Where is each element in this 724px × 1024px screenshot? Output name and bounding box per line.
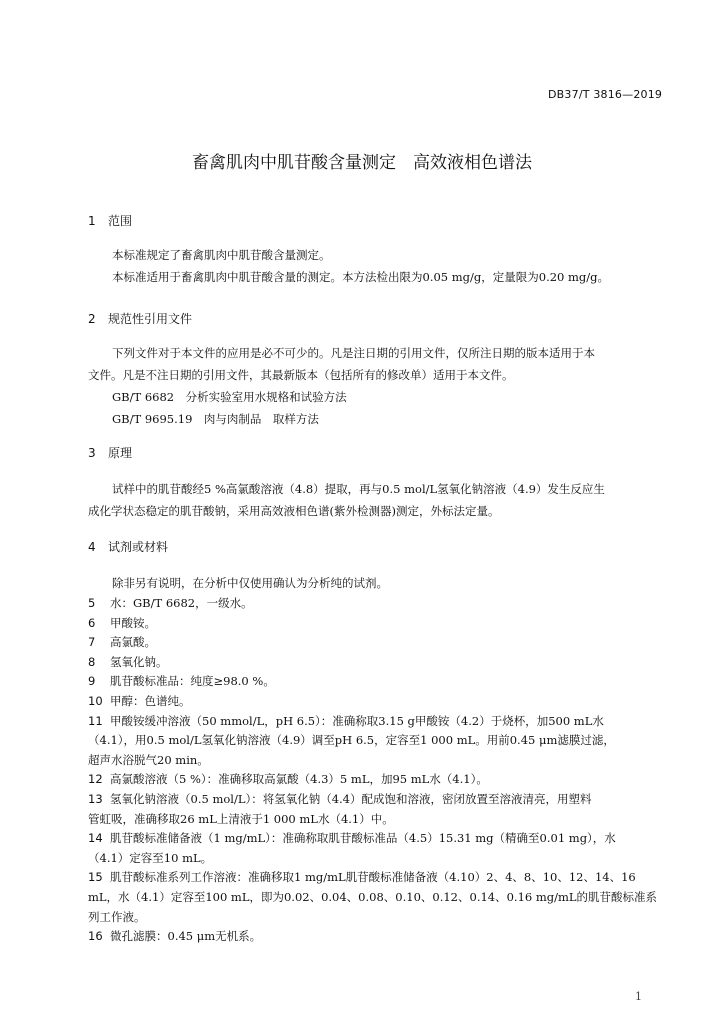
item-continuation: 管虹吸，准确移取26 mL上清液于1 000 mL水（4.1）中。 <box>88 811 394 826</box>
section-heading-3 <box>88 444 132 461</box>
item-text: 氢氧化钠。 <box>110 654 168 669</box>
section-heading-2 <box>88 310 192 327</box>
item-number: 7 <box>88 635 96 650</box>
item-text: 氢氧化钠溶液（0.5 mol/L）：将氢氧化钠（4.4）配成饱和溶液，密闭放置至溶液清亮，用塑料 <box>110 792 592 806</box>
list-item <box>88 692 191 711</box>
list-item <box>88 790 592 809</box>
item-text: 水：GB/T 6682，一级水。 <box>110 596 253 610</box>
item-number: 8 <box>88 654 96 669</box>
paragraph-line: 本标准适用于畜禽肌肉中肌苷酸含量的测定。本方法检出限为0.05 mg/g，定量限为0.20 mg/g。 <box>112 270 610 284</box>
standard-code: DB37/T 3816—2019 <box>548 88 663 101</box>
reference-line: GB/T 9695.19 肉与肉制品 取样方法 <box>112 412 319 426</box>
item-text: 肌苷酸标准品：纯度≥98.0 %。 <box>110 674 275 689</box>
item-text: 甲醇：色谱纯。 <box>110 694 191 708</box>
list-item <box>88 614 156 633</box>
item-number: 11 <box>88 713 103 728</box>
item-text: 甲酸铵缓冲溶液（50 mmol/L，pH 6.5）：准确称取3.15 g甲酸铵（4.2）于烧杯，加500 mL水 <box>110 713 604 728</box>
item-text: 微孔滤膜：0.45 μm无机系。 <box>110 929 262 944</box>
item-number: 5 <box>88 596 96 610</box>
section-title: 范围 <box>108 214 133 228</box>
list-item <box>88 653 168 672</box>
section-heading-4 <box>88 538 168 555</box>
list-item <box>88 672 275 691</box>
item-number: 12 <box>88 772 103 787</box>
paragraph-line: 文件。凡是不注日期的引用文件，其最新版本（包括所有的修改单）适用于本文件。 <box>88 368 514 382</box>
paragraph-line: 试样中的肌苷酸经5 %高氯酸溶液（4.8）提取，再与0.5 mol/L氢氧化钠溶液（4.9）发生反应生 <box>112 482 605 496</box>
list-item <box>88 927 261 946</box>
paragraph-line: 成化学状态稳定的肌苷酸钠，采用高效液相色谱(紫外检测器)测定，外标法定量。 <box>88 504 500 518</box>
list-item <box>88 770 488 789</box>
item-continuation: （4.1）定容至10 mL。 <box>88 850 213 865</box>
page-number: 1 <box>635 990 642 1003</box>
paragraph-line: 除非另有说明，在分析中仅使用确认为分析纯的试剂。 <box>112 576 388 590</box>
section-title: 试剂或材料 <box>108 540 169 554</box>
section-number: 1 <box>88 214 96 228</box>
reference-line: GB/T 6682 分析实验室用水规格和试验方法 <box>112 390 347 404</box>
document-title: 畜禽肌肉中肌苷酸含量测定 高效液相色谱法 <box>192 153 532 173</box>
section-number: 3 <box>88 446 96 460</box>
list-item <box>88 633 156 652</box>
section-title: 规范性引用文件 <box>108 312 193 326</box>
paragraph-line: 下列文件对于本文件的应用是必不可少的。凡是注日期的引用文件，仅所注日期的版本适用于本 <box>112 346 595 360</box>
item-text: 肌苷酸标准系列工作溶液：准确移取1 mg/mL肌苷酸标准储备液（4.10）2、4、8、10、12、14、16 <box>110 870 636 885</box>
list-item <box>88 829 616 848</box>
item-text: 高氯酸溶液（5 %）：准确移取高氯酸（4.3）5 mL，加95 mL水（4.1）。 <box>110 772 488 787</box>
item-number: 13 <box>88 792 103 806</box>
section-heading-1 <box>88 212 132 229</box>
item-continuation: 超声水浴脱气20 min。 <box>88 752 209 767</box>
item-number: 10 <box>88 694 103 708</box>
list-item <box>88 594 253 613</box>
section-number: 2 <box>88 312 96 326</box>
item-text: 高氯酸。 <box>110 635 156 650</box>
item-number: 9 <box>88 674 96 689</box>
item-number: 15 <box>88 870 103 885</box>
paragraph-line: 本标准规定了畜禽肌肉中肌苷酸含量测定。 <box>112 248 331 262</box>
item-continuation: mL，水（4.1）定容至100 mL，即为0.02、0.04、0.08、0.10、0.12、0.14、0.16 mg/mL的肌苷酸标准系 <box>88 890 658 904</box>
list-item <box>88 868 636 887</box>
list-item <box>88 712 604 731</box>
item-number: 6 <box>88 615 96 630</box>
section-number: 4 <box>88 540 96 554</box>
item-number: 14 <box>88 831 103 846</box>
item-text: 甲酸铵。 <box>110 615 156 630</box>
item-number: 16 <box>88 929 103 944</box>
item-continuation: 列工作液。 <box>88 909 146 924</box>
section-title: 原理 <box>108 446 133 460</box>
item-continuation: （4.1），用0.5 mol/L氢氧化钠溶液（4.9）调至pH 6.5，定容至1 000 mL。用前0.45 μm滤膜过滤， <box>88 733 615 748</box>
item-text: 肌苷酸标准储备液（1 mg/mL）：准确称取肌苷酸标准品（4.5）15.31 mg（精确至0.01 mg），水 <box>110 831 616 846</box>
